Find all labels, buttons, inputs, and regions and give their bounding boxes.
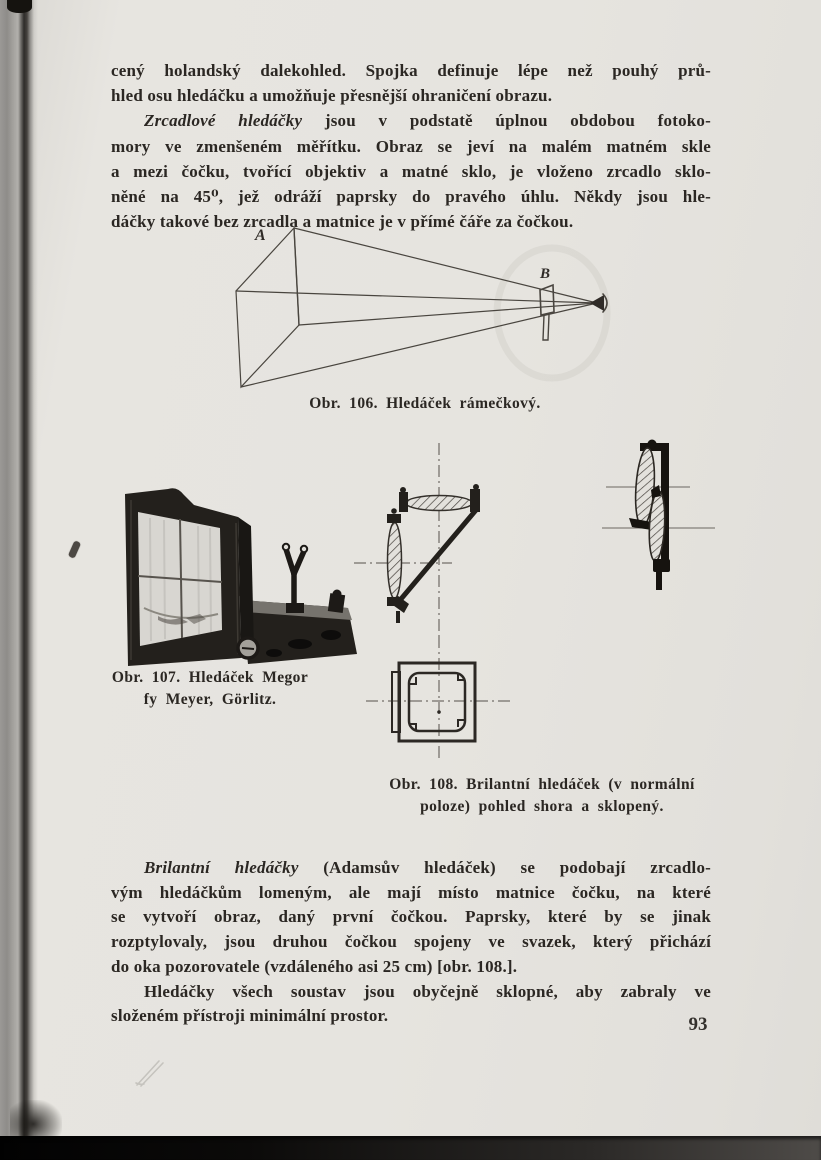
pencil-scribble-mark xyxy=(133,1055,169,1089)
figure-108-side-section-normal xyxy=(352,438,487,653)
figure-106-caption: Obr. 106. Hledáček rámečkový. xyxy=(309,395,541,412)
text-line: Hledáčky všech soustav jsou obyčejně sklopné, aby zabraly ve xyxy=(144,981,711,1001)
page-number: 93 xyxy=(688,1014,708,1035)
figure-108-top-view xyxy=(362,632,517,764)
binding-corner-shadow xyxy=(7,0,32,13)
bottom-text-block xyxy=(111,856,711,1029)
text-span: (Adamsův hledáček) se podobají zrcadlo- xyxy=(298,858,712,877)
frame-label-a: A xyxy=(255,227,266,244)
text-line: mory ve zmenšeném měřítku. Obraz se jeví na malém matném skle xyxy=(111,136,711,156)
top-text-block xyxy=(111,58,711,234)
text-line: se vytvoří obraz, daný první čočkou. Paprsky, které by se jinak xyxy=(111,907,711,927)
text-line: složeném přístroji minimální prostor. xyxy=(111,1006,389,1026)
text-line xyxy=(111,856,711,881)
paragraph-lead-italic: Brilantní hledáčky xyxy=(144,858,299,877)
text-line: hled osu hledáčku a umožňuje přesnější ohraničení obrazu. xyxy=(111,86,553,106)
text-line: do oka pozorovatele (vzdáleného asi 25 cm) [obr. 108.]. xyxy=(111,956,518,976)
text-line: vým hledáčkům lomeným, ale mají místo matnice čočku, na které xyxy=(111,882,711,902)
binding-bottom-shadow xyxy=(10,1100,62,1140)
sight-label-b: B xyxy=(540,266,551,282)
text-line: cený holandský dalekohled. Spojka definuje lépe než pouhý prů- xyxy=(111,61,711,80)
paragraph-lead-italic: Zrcadlové hledáčky xyxy=(144,111,303,131)
figure-108-caption-line1: Obr. 108. Brilantní hledáček (v normální xyxy=(389,776,695,793)
text-line: dáčky takové bez zrcadla a matnice je v přímé čáře za čočkou. xyxy=(111,212,574,232)
figure-107-caption-line2: fy Meyer, Görlitz. xyxy=(143,690,277,708)
figure-107-megor-finder-illustration xyxy=(98,448,368,668)
photo-background-strip xyxy=(0,1136,821,1160)
figure-108-caption xyxy=(348,774,736,817)
text-span: jsou v podstatě úplnou obdobou fotoko- xyxy=(302,111,711,131)
book-binding-edge xyxy=(0,0,38,1137)
text-line: rozptylovaly, jsou druhou čočkou spojeny ve svazek, který přichází xyxy=(111,932,711,952)
figure-108-side-section-folded xyxy=(594,434,724,599)
text-line: a mezi čočku, tvořící objektiv a matné sklo, je vloženo zrcadlo sklo- xyxy=(111,161,711,181)
figure-107-caption-line1: Obr. 107. Hledáček Megor xyxy=(111,669,309,686)
figure-107-caption xyxy=(86,667,334,710)
figure-106-frame-finder-diagram xyxy=(222,218,622,398)
text-line: něné na 45⁰, jež odráží paprsky do pravého úhlu. Někdy jsou hle- xyxy=(111,187,711,207)
text-line xyxy=(111,108,711,133)
figure-108-caption-line2: poloze) pohled shora a sklopený. xyxy=(420,797,664,815)
